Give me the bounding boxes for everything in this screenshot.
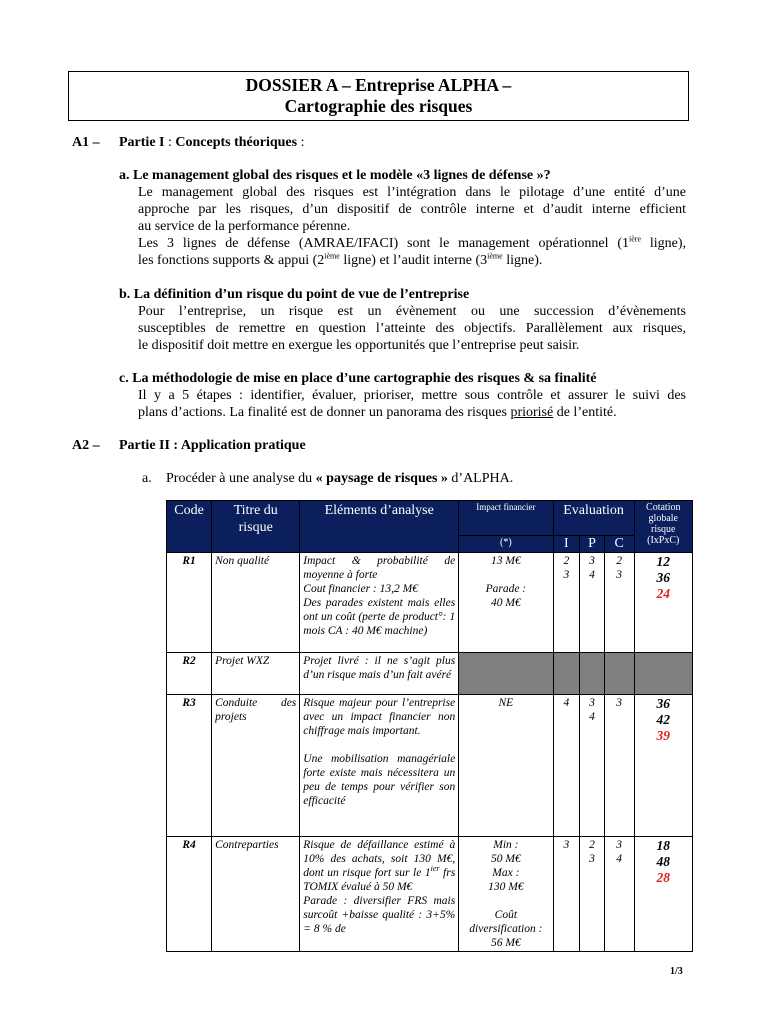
section-a1-title: Concepts théoriques [175, 135, 298, 150]
cell-i: 3 [553, 837, 580, 952]
impact-line: 56 M€ [491, 937, 521, 949]
impact-line: Max : [492, 867, 520, 879]
document-title: DOSSIER A – Entreprise ALPHA – [245, 75, 512, 95]
impact-line: 50 M€ [491, 853, 521, 865]
item-a-text: Les 3 lignes de défense (AMRAE/IFACI) sont le management opérationnel (1 [138, 236, 629, 251]
cell-code: R1 [167, 553, 212, 653]
header-impact: Impact financier [459, 501, 553, 536]
item-c-text: de l’entité. [553, 405, 617, 420]
cotation-result: 39 [656, 728, 671, 743]
section-a1-heading [119, 134, 305, 151]
cell-elements [300, 553, 459, 653]
header-cotation: Cotation globale risque (IxPxC) [634, 501, 692, 553]
eval-value: 2 [589, 839, 595, 851]
cotation-value: 48 [656, 854, 671, 869]
section-a1-part: Partie I [119, 135, 165, 150]
header-impact-note: (*) [459, 536, 553, 553]
cell-i [553, 553, 580, 653]
cell-c [604, 837, 634, 952]
superscript: ième [324, 251, 340, 261]
item-b-line: susceptibles de remettre en question l’atteinte des objectifs. Parallèlement aux risques, [138, 321, 686, 336]
cell-titre: Non qualité [212, 553, 300, 653]
eval-value: 3 [616, 839, 623, 851]
item-c-heading: c. La méthodologie de mise en place d’une cartographie des risques & sa finalité [119, 371, 597, 386]
impact-spacer [462, 894, 549, 908]
cell-elements [300, 837, 459, 952]
cotation-value: 12 [656, 554, 671, 569]
cell-titre: Projet WXZ [212, 653, 300, 695]
eval-value: 3 [589, 555, 595, 567]
table-header-row [167, 501, 693, 536]
cotation-value: 36 [656, 696, 671, 711]
cell-p [580, 695, 605, 837]
table-row [167, 653, 693, 695]
cell-cotation [634, 653, 692, 695]
header-i: I [553, 536, 580, 553]
section-a2-number: A2 – [72, 438, 100, 453]
cell-c: 3 [604, 695, 634, 837]
element-text: frs TOMIX évalué à 50 M€ [303, 867, 456, 893]
cell-cotation [634, 837, 692, 952]
page-number: 1/3 [670, 966, 683, 977]
header-p: P [580, 536, 605, 553]
item-c-line [138, 404, 686, 421]
impact-line: Parade : [485, 583, 527, 595]
item-b-body [138, 303, 686, 354]
item-a2-bold: « paysage de risques » [315, 471, 448, 486]
cell-elements [300, 695, 459, 837]
cell-cotation [634, 695, 692, 837]
eval-value: 4 [589, 569, 595, 581]
eval-value: 3 [616, 569, 623, 581]
cotation-value: 18 [656, 838, 671, 853]
document-subtitle: Cartographie des risques [284, 96, 473, 116]
element-line: Des parades existent mais elles ont un coût (perte de product°: 1 mois CA : 40 M€ machine) [303, 597, 456, 637]
cotation-value: 36 [656, 570, 671, 585]
superscript: ière [629, 234, 641, 244]
item-a-heading: a. Le management global des risques et le modèle «3 lignes de défense »? [119, 168, 551, 183]
item-a2-part: Procéder à une analyse du [166, 471, 316, 486]
item-a-line [138, 252, 686, 269]
element-line [303, 838, 455, 894]
item-a-line [138, 235, 686, 252]
element-line: Cout financier : 13,2 M€ [303, 583, 418, 595]
section-a1-sep: : [164, 135, 176, 150]
cell-c [604, 653, 634, 695]
item-c-text: plans d’actions. La finalité est de donner un panorama des risques [138, 405, 511, 420]
element-text: Risque de défaillance estimé à 10% des achats, soit 130 M€, dont un risque fort sur le 1 [303, 839, 456, 879]
item-b-line: le dispositif doit mettre en exergue les opportunités que l’entreprise peut saisir. [138, 338, 580, 353]
item-c-body [138, 387, 686, 421]
header-evaluation: Evaluation [553, 501, 634, 536]
cell-impact [459, 653, 553, 695]
element-line: Impact & probabilité de moyenne à forte [303, 555, 456, 581]
item-a-text: ligne). [502, 253, 543, 268]
element-line: Une mobilisation managériale forte existe mais nécessitera un peu de temps pour vérifier son efficacité [303, 753, 456, 807]
cell-code: R3 [167, 695, 212, 837]
header-c: C [604, 536, 634, 553]
section-a1-number: A1 – [72, 135, 100, 150]
table-row [167, 553, 693, 653]
section-a2-title: Partie II : Application pratique [119, 438, 306, 453]
item-a2-text [166, 470, 513, 487]
cell-p [580, 653, 605, 695]
impact-line: Coût diversification : [469, 909, 543, 935]
item-c-line: Il y a 5 étapes : identifier, évaluer, prioriser, mettre sous contrôle et assurer le suivi des [138, 388, 686, 403]
eval-value: 3 [589, 853, 595, 865]
item-a-body [138, 184, 686, 269]
item-a-text: ligne), [641, 236, 687, 251]
impact-line: 40 M€ [491, 597, 521, 609]
item-a2-part: d’ALPHA. [447, 471, 514, 486]
item-a-text: ligne) et l’audit interne (3 [339, 253, 488, 268]
item-a2-prefix: a. [142, 471, 152, 486]
cell-code: R2 [167, 653, 212, 695]
section-a1-suffix: : [297, 135, 305, 150]
item-a-line: au service de la performance pérenne. [138, 219, 351, 234]
eval-value: 4 [616, 853, 623, 865]
eval-value: 3 [563, 569, 570, 581]
cell-impact [459, 553, 553, 653]
eval-value: 2 [616, 555, 623, 567]
cotation-value: 42 [656, 712, 671, 727]
eval-value: 3 [589, 697, 595, 709]
cell-i: 4 [553, 695, 580, 837]
item-a-text: les fonctions supports & appui (2 [138, 253, 325, 268]
cell-impact [459, 837, 553, 952]
element-line: Risque majeur pour l’entreprise avec un impact financier non chiffrage mais important. [303, 697, 456, 737]
document-title-box [68, 71, 689, 121]
item-a-line: approche par les risques, d’un dispositif de contrôle interne et d’audit interne efficient [138, 202, 686, 217]
eval-value: 2 [563, 555, 570, 567]
cotation-result: 24 [656, 586, 671, 601]
table-row [167, 695, 693, 837]
cotation-result: 28 [656, 870, 671, 885]
cell-code: R4 [167, 837, 212, 952]
item-a-line: Le management global des risques est l’intégration dans le pilotage d’une entité d’une [138, 185, 686, 200]
cell-cotation [634, 553, 692, 653]
superscript: ier [430, 864, 440, 874]
cell-titre: Conduite des projets [212, 695, 300, 837]
element-spacer [303, 738, 455, 752]
header-titre: Titre du risque [212, 501, 300, 553]
item-b-line: Pour l’entreprise, un risque est un évènement ou une succession d’évènements [138, 304, 686, 319]
underlined-word: priorisé [510, 405, 554, 420]
cell-elements: Projet livré : il ne s’agit plus d’un risque mais d’un fait avéré [300, 653, 459, 695]
cell-p [580, 837, 605, 952]
impact-line: Min : [493, 839, 519, 851]
eval-value: 4 [589, 711, 595, 723]
cell-c [604, 553, 634, 653]
item-b-heading: b. La définition d’un risque du point de vue de l’entreprise [119, 287, 470, 302]
impact-line: 130 M€ [488, 881, 524, 893]
risk-table [166, 500, 693, 952]
impact-spacer [462, 568, 549, 582]
table-row [167, 837, 693, 952]
header-code: Code [167, 501, 212, 553]
cell-p [580, 553, 605, 653]
cell-i [553, 653, 580, 695]
superscript: ième [487, 251, 503, 261]
cell-titre: Contreparties [212, 837, 300, 952]
cell-impact: NE [459, 695, 553, 837]
header-elements: Eléments d’analyse [300, 501, 459, 553]
element-line: Parade : diversifier FRS mais surcoût +baisse qualité : 3+5% = 8 % de [303, 895, 456, 935]
impact-line: 13 M€ [491, 555, 521, 567]
